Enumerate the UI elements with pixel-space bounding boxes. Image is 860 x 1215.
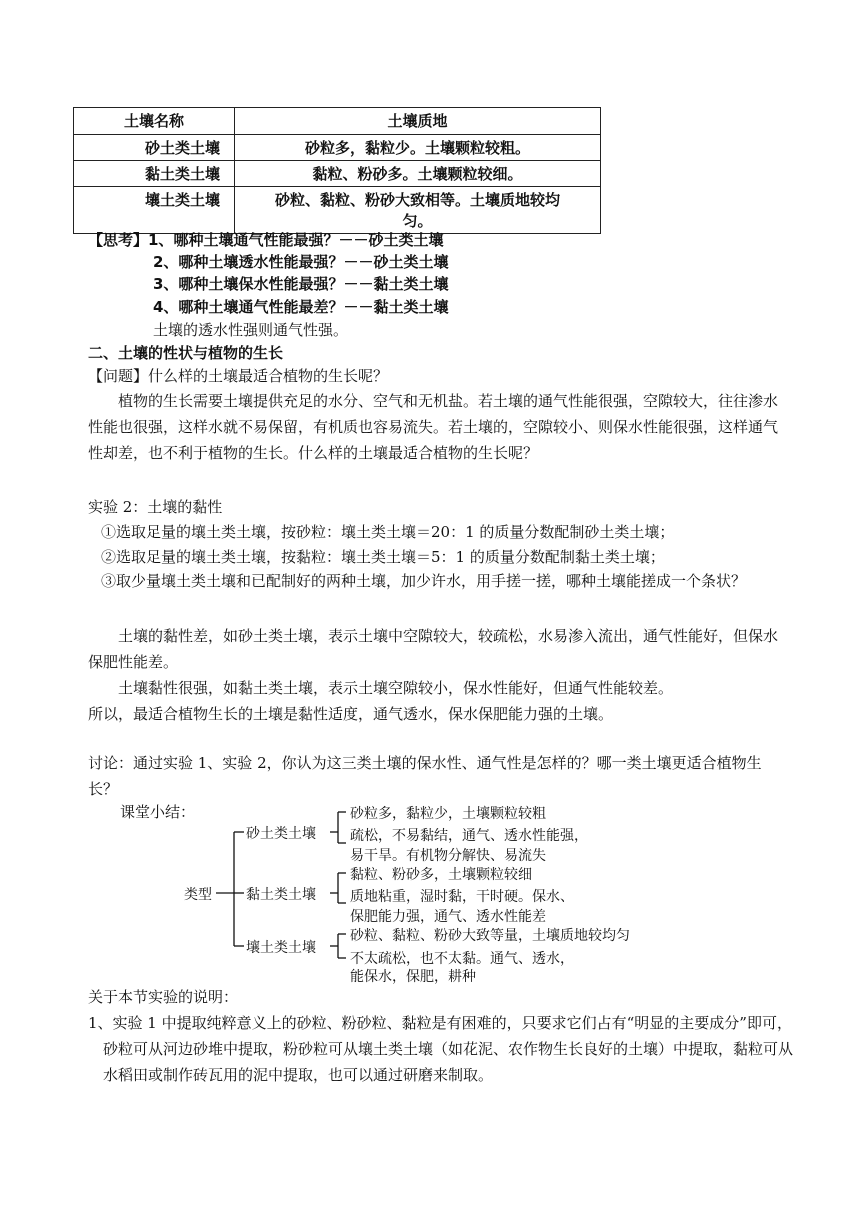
think-question-1: 【思考】1、哪种土壤通气性能最强？－－砂土类土壤 — [88, 231, 444, 249]
experiment-title: 实验 2：土壤的黏性 — [88, 498, 223, 516]
diagram-branch-loam: 壤土类土壤 — [246, 940, 316, 956]
diagram-item: 砂粒多，黏粒少，土壤颗粒较粗 — [350, 806, 546, 822]
experiment-step-2: ②选取足量的壤土类土壤，按黏粒：壤土类土壤＝5：1 的质量分数配制黏土类土壤； — [101, 548, 665, 566]
diagram-item: 不太疏松，也不太黏。通气、透水， — [350, 951, 574, 967]
diagram-branch-clay: 黏土类土壤 — [246, 887, 316, 903]
summary-label: 课堂小结： — [120, 803, 196, 821]
experiment-step-1: ①选取足量的壤土类土壤，按砂粒：壤土类土壤＝20：1 的质量分数配制砂土类土壤； — [101, 523, 675, 541]
table-cell-texture: 砂粒、黏粒、粉砂大致相等。土壤质地较均匀。 — [235, 187, 601, 234]
diagram-branch-sandy: 砂土类土壤 — [246, 826, 316, 842]
table-header-name: 土壤名称 — [74, 108, 235, 135]
think-question-4: 4、哪种土壤通气性能最差？－－黏土类土壤 — [153, 298, 449, 316]
table-cell-name: 砂土类土壤 — [74, 135, 235, 161]
think-question-2: 2、哪种土壤透水性能最强？－－砂土类土壤 — [153, 253, 449, 271]
table-cell-name: 壤土类土壤 — [74, 187, 235, 234]
paragraph-conclusion: 所以，最适合植物生长的土壤是黏性适度，通气透水，保水保肥能力强的土壤。 — [88, 705, 614, 723]
section-heading: 二、土壤的性状与植物的生长 — [88, 344, 284, 362]
diagram-item: 保肥能力强，通气、透水性能差 — [350, 909, 546, 925]
discussion-text: 讨论：通过实验 1、实验 2，你认为这三类土壤的保水性、通气性是怎样的？哪一类土壤更适合植物生长？ — [88, 754, 762, 798]
paragraph-plant-growth: 植物的生长需要土壤提供充足的水分、空气和无机盐。若土壤的通气性能很强，空隙较大，往往渗水性能也很强，这样水就不易保留，有机质也容易流失。若土壤的，空隙较小、则保水性能很强，这样通气性却差，也不利于植物的生长。什么样的土壤最适合植物的生长呢？ — [88, 392, 779, 462]
diagram-item: 疏松，不易黏结，通气、透水性能强， — [350, 828, 588, 844]
diagram-item: 易干旱。有机物分解快、易流失 — [350, 848, 546, 864]
paragraph-poor-viscosity: 土壤的黏性差，如砂土类土壤，表示土壤中空隙较大，较疏松，水易渗入流出，通气性能好，但保水保肥性能差。 — [88, 627, 779, 671]
diagram-item: 质地粘重，湿时黏，干时硬。保水、 — [350, 889, 574, 905]
notes-title: 关于本节实验的说明： — [88, 988, 239, 1006]
diagram-item: 能保水，保肥，耕种 — [350, 969, 476, 985]
notes-item-1: 1、实验 1 中提取纯粹意义上的砂粒、粉砂粒、黏粒是有困难的，只要求它们占有“明显的主要成分”即可，砂粒可从河边砂堆中提取，粉砂粒可从壤土类土壤（如花泥、农作物生长良好的土壤）中提取，黏粒可从水稻田或制作砖瓦用的泥中提取，也可以通过研磨来制取。 — [88, 1014, 794, 1084]
diagram-root: 类型 — [184, 887, 212, 903]
diagram-item: 砂粒、黏粒、粉砂大致等量，土壤质地较均匀 — [350, 928, 630, 944]
question-text: 【问题】什么样的土壤最适合植物的生长呢？ — [88, 367, 389, 385]
table-cell-name: 黏土类土壤 — [74, 161, 235, 187]
table-header-texture: 土壤质地 — [235, 108, 601, 135]
diagram-item: 黏粒、粉砂多，土壤颗粒较细 — [350, 867, 532, 883]
table-cell-texture: 黏粒、粉砂多。土壤颗粒较细。 — [235, 161, 601, 187]
think-note: 土壤的透水性强则通气性强。 — [153, 321, 349, 339]
paragraph-strong-viscosity: 土壤黏性很强，如黏土类土壤，表示土壤空隙较小，保水性能好，但通气性能较差。 — [118, 679, 674, 697]
experiment-step-3: ③取少量壤土类土壤和已配制好的两种土壤，加少许水，用手搓一搓，哪种土壤能搓成一个条状？ — [101, 572, 747, 590]
table-cell-texture: 砂粒多，黏粒少。土壤颗粒较粗。 — [235, 135, 601, 161]
think-question-3: 3、哪种土壤保水性能最强？－－黏土类土壤 — [153, 275, 449, 293]
